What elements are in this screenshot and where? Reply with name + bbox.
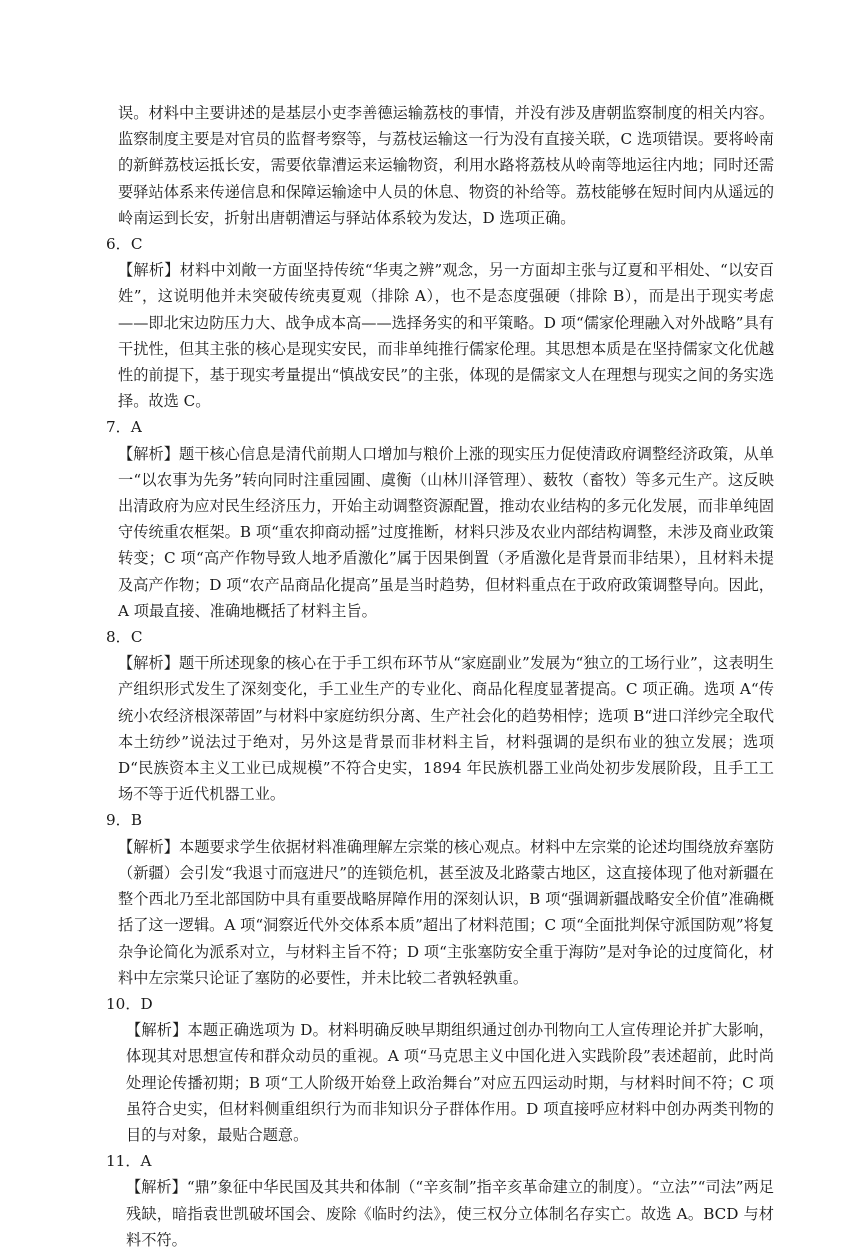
question-7-analysis: 【解析】题干核心信息是清代前期人口增加与粮价上涨的现实压力促使清政府调整经济政策，从单一“以农事为先务”转向同时注重园圃、虞衡（山林川泽管理）、薮牧（畜牧）等多元生产。这反映出清政府为应对民生经济压力，开始主动调整资源配置，推动农业结构的多元化发展，而非单纯固守传统重农框架。B 项“重农抑商动摇”过度推断，材料只涉及农业内部结构调整，未涉及商业政策转变；C 项“高产作物导致人地矛盾激化”属于因果倒置（矛盾激化是背景而非结果），且材料未提及高产作物；D 项“农产品商品化提高”虽是当时趋势，但材料重点在于政府政策调整导向。因此，A 项最直接、准确地概括了材料主旨。: [118, 444, 774, 620]
intro-paragraph: 误。材料中主要讲述的是基层小吏李善德运输荔枝的事情，并没有涉及唐朝监察制度的相关内容。监察制度主要是对官员的监督考察等，与荔枝运输这一行为没有直接关联，C 选项错误。要将岭南的新鲜荔枝运抵长安，需要依靠漕运来运输物资，利用水路将荔枝从岭南等地运往内地；同时还需要驿站体系来传递信息和保障运输途中人员的休息、物资的补给等。荔枝能够在短时间内从遥远的岭南运到长安，折射出唐朝漕运与驿站体系较为发达，D 选项正确。: [118, 104, 774, 227]
question-10-analysis: 【解析】本题正确选项为 D。材料明确反映早期组织通过创办刊物向工人宣传理论并扩大影响，体现其对思想宣传和群众动员的重视。A 项“马克思主义中国化进入实践阶段”表述超前，此时尚处理论传播初期；B 项“工人阶级开始登上政治舞台”对应五四运动时期，与材料时间不符；C 项虽符合史实，但材料侧重组织行为而非知识分子群体作用。D 项直接呼应材料中创办两类刊物的目的与对象，最贴合题意。: [126, 1021, 774, 1144]
question-6-analysis: 【解析】材料中刘敞一方面坚持传统“华夷之辨”观念，另一方面却主张与辽夏和平相处、“以安百姓”，这说明他并未突破传统夷夏观（排除 A），也不是态度强硬（排除 B），而是出于现实考虑——即北宋边防压力大、战争成本高——选择务实的和平策略。D 项“儒家伦理融入对外战略”具有干扰性，但其主张的核心是现实安民，而非单纯推行儒家伦理。其思想本质是在坚持儒家文化优越性的前提下，基于现实考量提出“慎战安民”的主张，体现的是儒家文人在理想与现实之间的务实选择。故选 C。: [118, 261, 774, 411]
question-9-analysis: 【解析】本题要求学生依据材料准确理解左宗棠的核心观点。材料中左宗棠的论述均围绕放弃塞防（新疆）会引发“我退寸而寇进尺”的连锁危机，甚至波及北路蒙古地区，这直接体现了他对新疆在整个西北乃至北部国防中具有重要战略屏障作用的深刻认识，B 项“强调新疆战略安全价值”准确概括了这一逻辑。A 项“洞察近代外交体系本质”超出了材料范围；C 项“全面批判保守派国防观”将复杂争论简化为派系对立，与材料主旨不符；D 项“主张塞防安全重于海防”是对争论的过度简化，材料中左宗棠只论证了塞防的必要性，并未比较二者孰轻孰重。: [118, 837, 774, 987]
question-11-analysis: 【解析】“鼎”象征中华民国及其共和体制（“辛亥制”指辛亥革命建立的制度）。“立法”“司法”两足残缺，暗指袁世凯破坏国会、废除《临时约法》，使三权分立体制名存实亡。故选 A。BCD 与材料不符。: [126, 1178, 774, 1249]
question-8-analysis: 【解析】题干所述现象的核心在于手工织布环节从“家庭副业”发展为“独立的工场行业”，这表明生产组织形式发生了深刻变化，手工业生产的专业化、商品化程度显著提高。C 项正确。选项 A“传统小农经济根深蒂固”与材料中家庭纺织分离、生产社会化的趋势相悖；选项 B“进口洋纱完全取代本土纺纱”说法过于绝对，另外这是背景而非材料主旨，材料强调的是织布业的独立发展；选项 D“民族资本主义工业已成规模”不符合史实，1894 年民族机器工业尚处初步发展阶段，且手工工场不等于近代机器工业。: [118, 654, 774, 804]
question-7-number: 7．A: [106, 418, 142, 437]
question-9-number: 9．B: [106, 811, 143, 830]
question-6-number: 6．C: [106, 235, 143, 254]
answer-page: [106, 100, 774, 1253]
question-8-number: 8．C: [106, 628, 143, 647]
question-10-number: 10．D: [106, 994, 153, 1013]
question-11-number: 11．A: [106, 1152, 152, 1171]
